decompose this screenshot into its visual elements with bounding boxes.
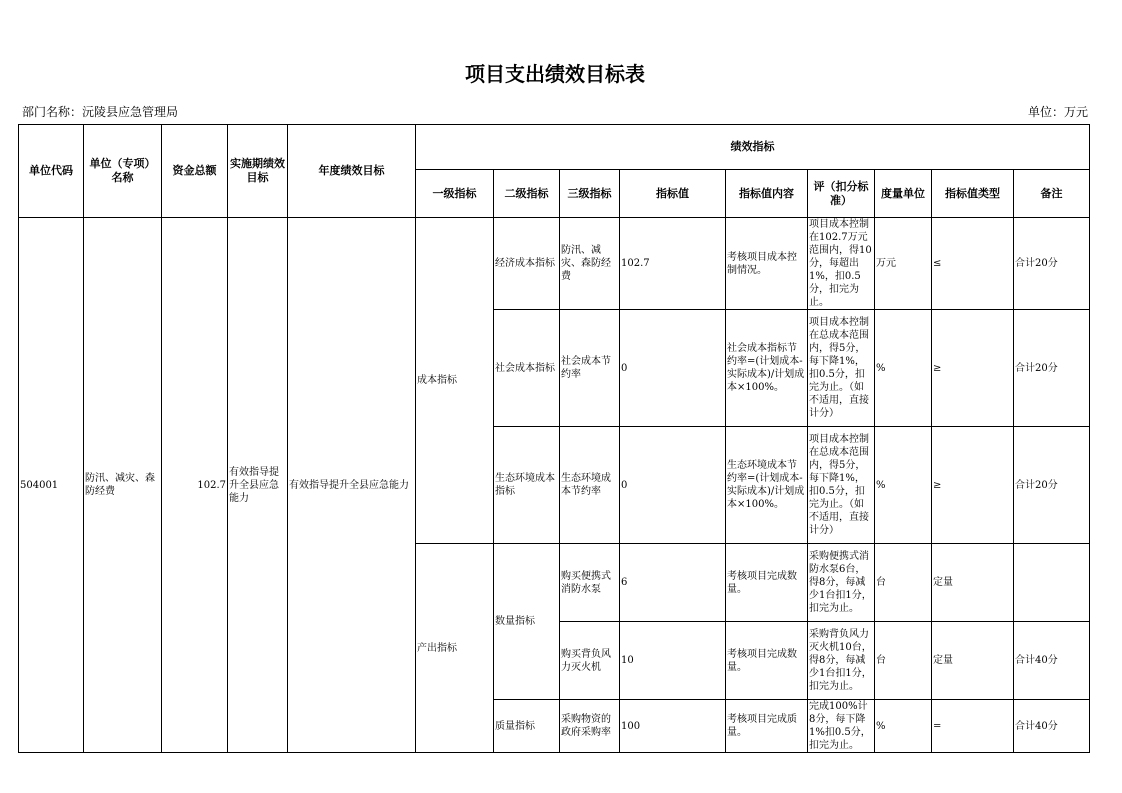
cell-scoring: 项目成本控制在总成本范围内，得5分，每下降1%，扣0.5分，扣完为止。（如不适用，直接计分） (808, 310, 875, 427)
header-scoring: 评（扣分标准） (808, 170, 875, 218)
cell-content: 社会成本指标节约率=(计划成本-实际成本)/计划成本×100%。 (726, 310, 808, 427)
cell-l3: 购买背负风力灭火机 (560, 622, 620, 700)
cell-remark (1014, 544, 1090, 622)
cell-value: 6 (620, 544, 726, 622)
cell-content: 考核项目完成质量。 (726, 700, 808, 753)
cell-remark: 合计40分 (1014, 622, 1090, 700)
cell-type: ≤ (932, 218, 1014, 310)
cell-scoring: 采购背负风力灭火机10台，得8分，每减少1台扣1分，扣完为止。 (808, 622, 875, 700)
department-label: 部门名称：沅陵县应急管理局 (22, 105, 179, 119)
header-row-1 (19, 125, 1090, 170)
performance-table (18, 124, 1090, 753)
cell-unit: 台 (875, 544, 932, 622)
group-output: 产出指标 (416, 544, 494, 753)
cell-unit: 万元 (875, 218, 932, 310)
cell-scoring: 项目成本控制在总成本范围内，得5分，每下降1%，扣0.5分，扣完为止。（如不适用，直接计分） (808, 427, 875, 544)
header-level2: 二级指标 (494, 170, 560, 218)
cell-remark: 合计20分 (1014, 427, 1090, 544)
cell-unit: % (875, 700, 932, 753)
header-unit-code: 单位代码 (19, 125, 84, 218)
cell-scoring: 完成100%计8分，每下降1%扣0.5分，扣完为止。 (808, 700, 875, 753)
project-period-goal: 有效指导提升全县应急能力 (228, 218, 288, 753)
header-unit-name: 单位（专项）名称 (84, 125, 162, 218)
cell-l3: 采购物资的政府采购率 (560, 700, 620, 753)
header-indicators: 绩效指标 (416, 125, 1090, 170)
header-value: 指标值 (620, 170, 726, 218)
cell-l2: 质量指标 (494, 700, 560, 753)
cell-value: 100 (620, 700, 726, 753)
header-period-goal: 实施期绩效目标 (228, 125, 288, 218)
cell-unit: 台 (875, 622, 932, 700)
cell-content: 考核项目成本控制情况。 (726, 218, 808, 310)
cell-content: 考核项目完成数量。 (726, 622, 808, 700)
cell-l2: 经济成本指标 (494, 218, 560, 310)
header-annual-goal: 年度绩效目标 (288, 125, 416, 218)
header-value-content: 指标值内容 (726, 170, 808, 218)
project-annual-goal: 有效指导提升全县应急能力 (288, 218, 416, 753)
cell-scoring: 采购便携式消防水泵6台，得8分，每减少1台扣1分，扣完为止。 (808, 544, 875, 622)
page-title: 项目支出绩效目标表 (465, 62, 645, 86)
cell-value: 0 (620, 427, 726, 544)
project-code: 504001 (19, 218, 84, 753)
project-funds: 102.7 (162, 218, 228, 753)
header-level3: 三级指标 (560, 170, 620, 218)
cell-remark: 合计20分 (1014, 218, 1090, 310)
group-cost: 成本指标 (416, 218, 494, 544)
cell-remark: 合计20分 (1014, 310, 1090, 427)
cell-remark: 合计40分 (1014, 700, 1090, 753)
cell-content: 考核项目完成数量。 (726, 544, 808, 622)
header-value-type: 指标值类型 (932, 170, 1014, 218)
cell-type: 定量 (932, 544, 1014, 622)
table-row (19, 218, 1090, 310)
unit-label: 单位：万元 (1028, 105, 1089, 119)
project-name: 防汛、减灾、森防经费 (84, 218, 162, 753)
cell-type: ≥ (932, 427, 1014, 544)
cell-content: 生态环境成本节约率=(计划成本-实际成本)/计划成本×100%。 (726, 427, 808, 544)
cell-l3: 社会成本节约率 (560, 310, 620, 427)
cell-l2: 社会成本指标 (494, 310, 560, 427)
cell-value: 102.7 (620, 218, 726, 310)
header-measure-unit: 度量单位 (875, 170, 932, 218)
group-quantity: 数量指标 (494, 544, 560, 700)
header-level1: 一级指标 (416, 170, 494, 218)
cell-value: 0 (620, 310, 726, 427)
header-remark: 备注 (1014, 170, 1090, 218)
cell-type: ≥ (932, 310, 1014, 427)
cell-l3: 防汛、减灾、森防经费 (560, 218, 620, 310)
cell-type: = (932, 700, 1014, 753)
header-total-funds: 资金总额 (162, 125, 228, 218)
cell-scoring: 项目成本控制在102.7万元范围内，得10分，每超出1%，扣0.5分，扣完为止。 (808, 218, 875, 310)
cell-value: 10 (620, 622, 726, 700)
cell-l3: 生态环境成本节约率 (560, 427, 620, 544)
cell-type: 定量 (932, 622, 1014, 700)
cell-l3: 购买便携式消防水泵 (560, 544, 620, 622)
cell-unit: % (875, 427, 932, 544)
cell-unit: % (875, 310, 932, 427)
cell-l2: 生态环境成本指标 (494, 427, 560, 544)
